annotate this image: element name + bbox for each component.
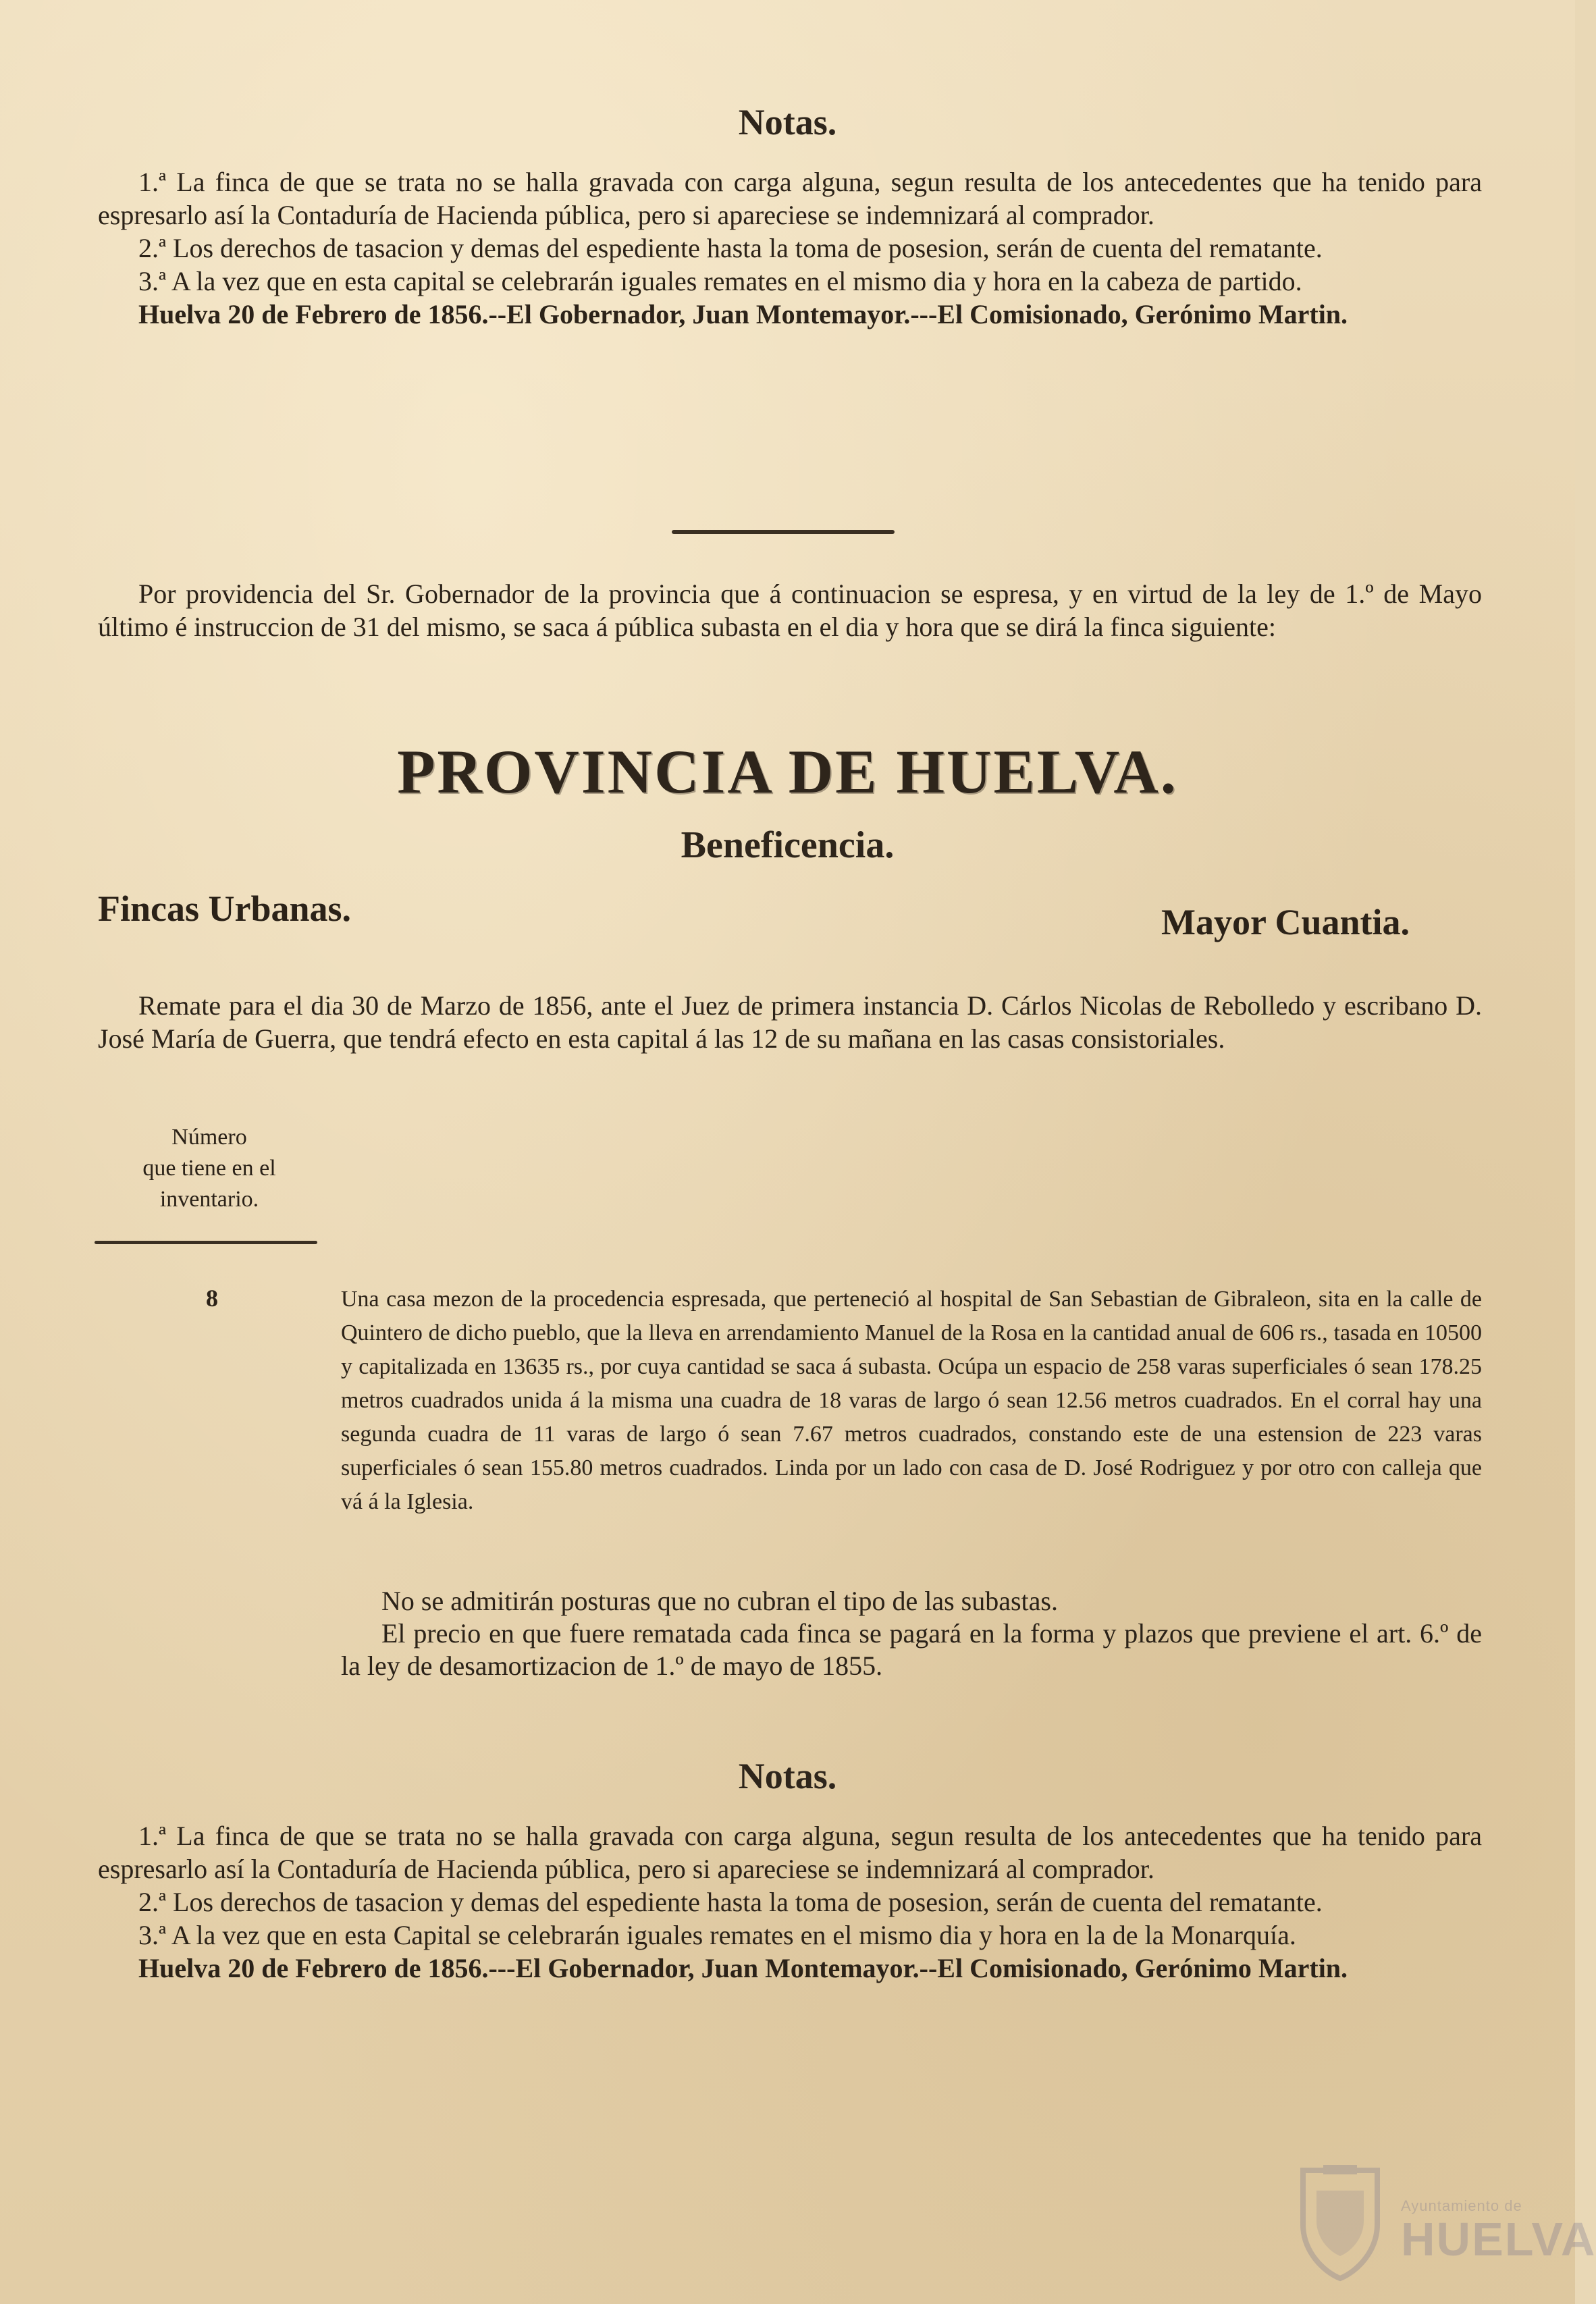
condition-2: El precio en que fuere rematada cada finca se pagará en la forma y plazos que previene el art. 6.º de la ley de desamortizacion de 1.º de mayo de 1855. (341, 1618, 1482, 1681)
document-subtitle: Beneficencia. (681, 824, 895, 866)
note-1-top: 1.ª La finca de que se trata no se halla gravada con carga alguna, segun resulta de los antecedentes que ha tenido para espresarlo así la Contaduría de Hacienda pública, pero si apareciese se indemnizará al comprador. (98, 167, 1482, 230)
inventory-column-label (95, 1122, 324, 1215)
mayor-cuantia-heading: Mayor Cuantia. (1161, 902, 1410, 942)
notes-top (98, 165, 1482, 331)
notes-heading-top: Notas. (738, 102, 837, 142)
note-3-bottom: 3.ª A la vez que en esta Capital se celebrarán iguales remates en el mismo dia y hora en la de la Monarquía. (138, 1920, 1296, 1950)
remate-paragraph: Remate para el dia 30 de Marzo de 1856, ante el Juez de primera instancia D. Cárlos Nicolas de Rebolledo y escribano D. José María de Guerra, que tendrá efecto en esta capital á las 12 de su mañana en las casas consistoriales. (98, 990, 1482, 1054)
inventory-number: 8 (206, 1285, 218, 1312)
intro-block (98, 577, 1482, 643)
document-title: PROVINCIA DE HUELVA. (397, 737, 1178, 806)
note-2-top: 2.ª Los derechos de tasacion y demas del espediente hasta la toma de posesion, serán de cuenta del rematante. (138, 233, 1323, 263)
divider-rule (672, 530, 895, 534)
fincas-urbanas-heading: Fincas Urbanas. (98, 888, 352, 929)
auction-conditions (341, 1585, 1482, 1682)
inventory-label-line3: inventario. (159, 1187, 259, 1212)
condition-1: No se admitirán posturas que no cubran el tipo de las subastas. (381, 1586, 1058, 1616)
signature-bottom: Huelva 20 de Febrero de 1856.---El Gobernador, Juan Montemayor.--El Comisionado, Gerónimo Martin. (138, 1953, 1348, 1983)
inventory-label-rule (95, 1241, 317, 1244)
note-1-bottom: 1.ª La finca de que se trata no se halla gravada con carga alguna, segun resulta de los antecedentes que ha tenido para espresarlo así la Contaduría de Hacienda pública, pero si apareciese se indemnizará al comprador. (98, 1821, 1482, 1884)
notes-heading-bottom: Notas. (738, 1756, 837, 1796)
signature-top: Huelva 20 de Febrero de 1856.--El Gobernador, Juan Montemayor.---El Comisionado, Gerónimo Martin. (138, 299, 1348, 329)
city-seal-icon (1289, 2164, 1391, 2282)
watermark-text (1401, 2197, 1596, 2266)
watermark-line2: HUELVA (1401, 2213, 1596, 2266)
note-3-top: 3.ª A la vez que en esta capital se celebrarán iguales remates en el mismo dia y hora en la cabeza de partido. (138, 266, 1302, 296)
inventory-label-line2: que tiene en el (142, 1156, 276, 1181)
notes-bottom (98, 1819, 1482, 1985)
property-description: Una casa mezon de la procedencia espresada, que perteneció al hospital de San Sebastian de Gibraleon, sita en la calle de Quintero de dicho pueblo, que la lleva en arrendamiento Manuel de la Rosa en la cantidad anual de 606 rs., tasada en 10500 y capitalizada en 13635 rs., por cuya cantidad se saca á subasta. Ocúpa un espacio de 258 varas superficiales ó sean 178.25 metros cuadrados unida á la misma una cuadra de 18 varas de largo ó sean 12.56 metros cuadrados. En el corral hay una segunda cuadra de 11 varas de largo ó sean 7.67 metros cuadrados, constando este de una estension de 223 varas superficiales ó sean 155.80 metros cuadrados. Linda por un lado con casa de D. José Rodriguez y por otro con calleja que vá á la Iglesia. (341, 1287, 1482, 1514)
watermark-line1: Ayuntamiento de (1401, 2197, 1522, 2214)
inventory-label-line1: Número (171, 1125, 247, 1150)
intro-paragraph: Por providencia del Sr. Gobernador de la provincia que á continuacion se espresa, y en virtud de la ley de 1.º de Mayo último é instruccion de 31 del mismo, se saca á pública subasta en el dia y hora que se dirá la finca siguiente: (98, 579, 1482, 642)
huelva-watermark (1289, 2164, 1596, 2285)
remate-block (98, 989, 1482, 1055)
note-2-bottom: 2.ª Los derechos de tasacion y demas del espediente hasta la toma de posesion, serán de cuenta del rematante. (138, 1887, 1323, 1917)
